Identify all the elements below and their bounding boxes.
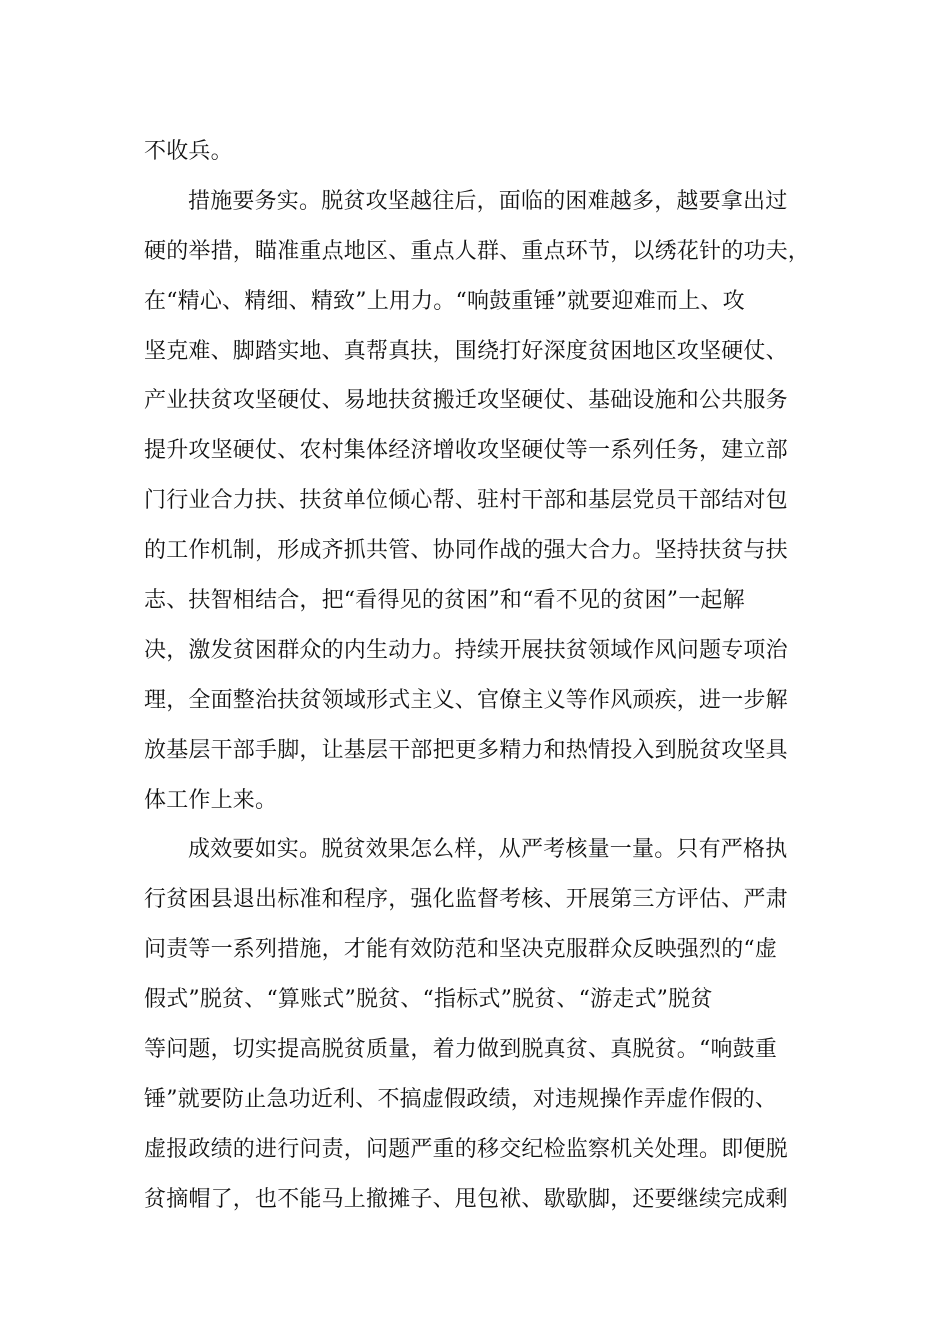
text-line: 坚克难、脚踏实地、真帮真扶，围绕打好深度贫困地区攻坚硬仗、 <box>144 338 788 364</box>
text-line: 的工作机制，形成齐抓共管、协同作战的强大合力。坚持扶贫与扶 <box>144 538 788 564</box>
text-line: 产业扶贫攻坚硬仗、易地扶贫搬迁攻坚硬仗、基础设施和公共服务 <box>144 388 788 414</box>
text-line: 行贫困县退出标准和程序，强化监督考核、开展第三方评估、严肃 <box>144 887 788 913</box>
text-line: 门行业合力扶、扶贫单位倾心帮、驻村干部和基层党员干部结对包 <box>144 488 788 514</box>
text-line: 放基层干部手脚，让基层干部把更多精力和热情投入到脱贫攻坚具 <box>144 737 788 763</box>
text-line: 在“精心、精细、精致”上用力。“响鼓重锤”就要迎难而上、攻 <box>144 288 745 314</box>
text-line: 提升攻坚硬仗、农村集体经济增收攻坚硬仗等一系列任务，建立部 <box>144 438 788 464</box>
text-line: 理，全面整治扶贫领域形式主义、官僚主义等作风顽疾，进一步解 <box>144 687 788 713</box>
paragraph-first-line: 成效要如实。脱贫效果怎么样，从严考核量一量。只有严格执 <box>188 837 788 863</box>
body-text <box>144 127 824 1225</box>
text-line: 假式”脱贫、“算账式”脱贫、“指标式”脱贫、“游走式”脱贫 <box>144 987 713 1013</box>
text-line: 贫摘帽了，也不能马上撤摊子、甩包袱、歇歇脚，还要继续完成剩 <box>144 1186 788 1212</box>
text-line: 等问题，切实提高脱贫质量，着力做到脱真贫、真脱贫。“响鼓重 <box>144 1037 778 1063</box>
text-line: 决，激发贫困群众的内生动力。持续开展扶贫领域作风问题专项治 <box>144 637 788 663</box>
text-line: 问责等一系列措施，才能有效防范和坚决克服群众反映强烈的“虚 <box>144 937 778 963</box>
text-line: 硬的举措，瞄准重点地区、重点人群、重点环节，以绣花针的功夫， <box>144 238 811 264</box>
text-line: 虚报政绩的进行问责，问题严重的移交纪检监察机关处理。即便脱 <box>144 1136 788 1162</box>
text-line: 不收兵。 <box>144 139 233 164</box>
text-line: 体工作上来。 <box>144 787 278 813</box>
text-line: 志、扶智相结合，把“看得见的贫困”和“看不见的贫困”一起解 <box>144 588 745 614</box>
paragraph-first-line: 措施要务实。脱贫攻坚越往后，面临的困难越多，越要拿出过 <box>188 188 788 214</box>
text-line: 锤”就要防止急功近利、不搞虚假政绩，对违规操作弄虚作假的、 <box>144 1086 778 1112</box>
